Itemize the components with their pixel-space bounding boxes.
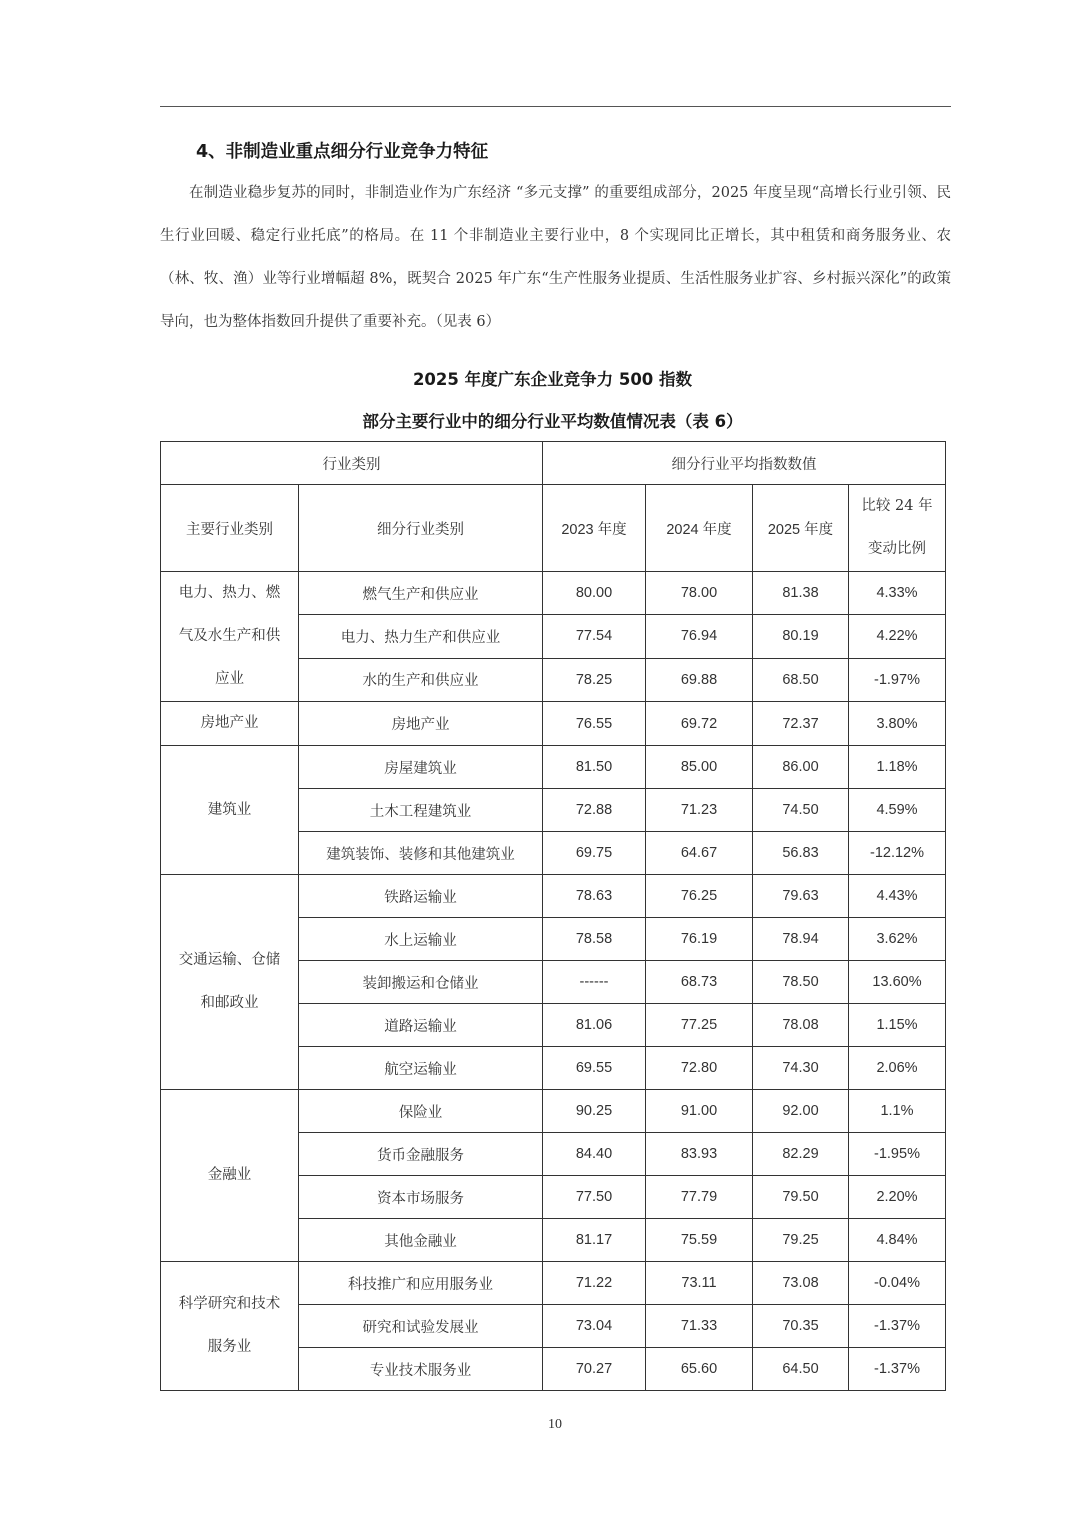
sub-industry-cell: 电力、热力生产和供应业 xyxy=(299,615,543,658)
value-2023-cell: 81.06 xyxy=(543,1004,646,1047)
value-2025-cell: 56.83 xyxy=(753,832,849,875)
sub-industry-cell: 土木工程建筑业 xyxy=(299,789,543,832)
table-row xyxy=(161,1262,946,1305)
value-2024-cell: 77.79 xyxy=(646,1176,753,1219)
sub-industry-cell: 装卸搬运和仓储业 xyxy=(299,961,543,1004)
header-rule xyxy=(160,106,951,107)
value-2024-cell: 69.88 xyxy=(646,658,753,701)
value-2023-cell: 84.40 xyxy=(543,1133,646,1176)
header-industry-category: 行业类别 xyxy=(161,442,543,485)
sub-industry-cell: 货币金融服务 xyxy=(299,1133,543,1176)
main-industry-cell: 科学研究和技术服务业 xyxy=(161,1262,299,1391)
change-cell: -0.04% xyxy=(849,1262,946,1305)
sub-industry-cell: 航空运输业 xyxy=(299,1047,543,1090)
value-2024-cell: 73.11 xyxy=(646,1262,753,1305)
table-row xyxy=(161,1090,946,1133)
value-2024-cell: 85.00 xyxy=(646,746,753,789)
value-2023-cell: 78.25 xyxy=(543,658,646,701)
value-2024-cell: 75.59 xyxy=(646,1219,753,1262)
sub-industry-cell: 科技推广和应用服务业 xyxy=(299,1262,543,1305)
sub-industry-cell: 道路运输业 xyxy=(299,1004,543,1047)
value-2025-cell: 72.37 xyxy=(753,702,849,746)
header-2024: 2024 年度 xyxy=(646,485,753,572)
sub-industry-cell: 水的生产和供应业 xyxy=(299,658,543,701)
change-cell: -12.12% xyxy=(849,832,946,875)
value-2024-cell: 64.67 xyxy=(646,832,753,875)
value-2024-cell: 69.72 xyxy=(646,702,753,746)
table-header-row-1 xyxy=(161,442,946,485)
value-2025-cell: 79.50 xyxy=(753,1176,849,1219)
main-industry-cell: 房地产业 xyxy=(161,702,299,746)
value-2023-cell: 80.00 xyxy=(543,572,646,615)
change-cell: 4.22% xyxy=(849,615,946,658)
value-2023-cell: 81.17 xyxy=(543,1219,646,1262)
value-2025-cell: 74.30 xyxy=(753,1047,849,1090)
change-cell: 3.62% xyxy=(849,918,946,961)
header-2025: 2025 年度 xyxy=(753,485,849,572)
sub-industry-cell: 水上运输业 xyxy=(299,918,543,961)
value-2025-cell: 64.50 xyxy=(753,1348,849,1391)
change-cell: 1.15% xyxy=(849,1004,946,1047)
header-change-line1: 比较 24 年 xyxy=(861,498,933,514)
value-2024-cell: 71.23 xyxy=(646,789,753,832)
change-cell: 4.43% xyxy=(849,875,946,918)
sub-industry-cell: 建筑装饰、装修和其他建筑业 xyxy=(299,832,543,875)
value-2024-cell: 72.80 xyxy=(646,1047,753,1090)
sub-industry-cell: 房屋建筑业 xyxy=(299,746,543,789)
value-2024-cell: 76.19 xyxy=(646,918,753,961)
sub-industry-cell: 专业技术服务业 xyxy=(299,1348,543,1391)
table-row xyxy=(161,702,946,746)
change-cell: 3.80% xyxy=(849,702,946,746)
value-2025-cell: 73.08 xyxy=(753,1262,849,1305)
value-2023-cell: 72.88 xyxy=(543,789,646,832)
page-number: 10 xyxy=(548,1417,562,1432)
change-cell: -1.97% xyxy=(849,658,946,701)
value-2025-cell: 78.50 xyxy=(753,961,849,1004)
value-2023-cell: 69.75 xyxy=(543,832,646,875)
value-2023-cell: 78.58 xyxy=(543,918,646,961)
value-2025-cell: 92.00 xyxy=(753,1090,849,1133)
main-industry-cell: 金融业 xyxy=(161,1090,299,1262)
sub-industry-cell: 保险业 xyxy=(299,1090,543,1133)
main-industry-cell: 交通运输、仓储和邮政业 xyxy=(161,875,299,1090)
main-industry-cell: 电力、热力、燃气及水生产和供应业 xyxy=(161,572,299,702)
value-2025-cell: 74.50 xyxy=(753,789,849,832)
value-2025-cell: 68.50 xyxy=(753,658,849,701)
table-header-row-2 xyxy=(161,485,946,572)
value-2024-cell: 71.33 xyxy=(646,1305,753,1348)
table-title-line1: 2025 年度广东企业竞争力 500 指数 xyxy=(412,370,693,389)
industry-index-table xyxy=(160,441,946,1391)
value-2024-cell: 65.60 xyxy=(646,1348,753,1391)
value-2025-cell: 80.19 xyxy=(753,615,849,658)
table-row xyxy=(161,875,946,918)
value-2024-cell: 91.00 xyxy=(646,1090,753,1133)
header-main-industry: 主要行业类别 xyxy=(161,485,299,572)
header-2023: 2023 年度 xyxy=(543,485,646,572)
value-2024-cell: 77.25 xyxy=(646,1004,753,1047)
value-2025-cell: 79.63 xyxy=(753,875,849,918)
main-industry-cell: 建筑业 xyxy=(161,746,299,875)
change-cell: 4.59% xyxy=(849,789,946,832)
value-2025-cell: 70.35 xyxy=(753,1305,849,1348)
value-2023-cell: 73.04 xyxy=(543,1305,646,1348)
sub-industry-cell: 其他金融业 xyxy=(299,1219,543,1262)
value-2025-cell: 78.08 xyxy=(753,1004,849,1047)
value-2025-cell: 79.25 xyxy=(753,1219,849,1262)
value-2024-cell: 78.00 xyxy=(646,572,753,615)
value-2023-cell: 69.55 xyxy=(543,1047,646,1090)
section-paragraph: 在制造业稳步复苏的同时，非制造业作为广东经济 “多元支撑” 的重要组成部分，2025 年度呈现“高增长行业引领、民生行业回暖、稳定行业托底”的格局。在 11 个非制造业主要行业中，8 个实现同比正增长，其中租赁和商务服务业、农（林、牧、渔）业等行业增幅超 8%，既契合 2025 年广东“生产性服务业提质、生活性服务业扩容、乡村振兴深化”的政策导向，也为整体指数回升提供了重要补充。（见表 6） xyxy=(160,185,951,330)
value-2023-cell: 76.55 xyxy=(543,702,646,746)
header-change-line2: 变动比例 xyxy=(868,541,926,557)
value-2024-cell: 76.94 xyxy=(646,615,753,658)
value-2023-cell: 77.54 xyxy=(543,615,646,658)
change-cell: -1.95% xyxy=(849,1133,946,1176)
value-2025-cell: 78.94 xyxy=(753,918,849,961)
sub-industry-cell: 资本市场服务 xyxy=(299,1176,543,1219)
value-2025-cell: 81.38 xyxy=(753,572,849,615)
table-row xyxy=(161,746,946,789)
value-2024-cell: 83.93 xyxy=(646,1133,753,1176)
table-title-line2: 部分主要行业中的细分行业平均数值情况表（表 6） xyxy=(362,412,743,431)
value-2023-cell: 90.25 xyxy=(543,1090,646,1133)
change-cell: 2.20% xyxy=(849,1176,946,1219)
value-2023-cell: 77.50 xyxy=(543,1176,646,1219)
value-2024-cell: 68.73 xyxy=(646,961,753,1004)
sub-industry-cell: 铁路运输业 xyxy=(299,875,543,918)
table-row xyxy=(161,572,946,615)
value-2023-cell: 78.63 xyxy=(543,875,646,918)
sub-industry-cell: 研究和试验发展业 xyxy=(299,1305,543,1348)
sub-industry-cell: 房地产业 xyxy=(299,702,543,746)
value-2025-cell: 86.00 xyxy=(753,746,849,789)
value-2023-cell: ------ xyxy=(543,961,646,1004)
change-cell: -1.37% xyxy=(849,1348,946,1391)
header-change xyxy=(849,485,946,572)
change-cell: 4.33% xyxy=(849,572,946,615)
change-cell: 1.18% xyxy=(849,746,946,789)
change-cell: 4.84% xyxy=(849,1219,946,1262)
value-2023-cell: 70.27 xyxy=(543,1348,646,1391)
header-avg-index-value: 细分行业平均指数数值 xyxy=(543,442,946,485)
change-cell: 2.06% xyxy=(849,1047,946,1090)
value-2025-cell: 82.29 xyxy=(753,1133,849,1176)
value-2023-cell: 81.50 xyxy=(543,746,646,789)
change-cell: -1.37% xyxy=(849,1305,946,1348)
value-2024-cell: 76.25 xyxy=(646,875,753,918)
value-2023-cell: 71.22 xyxy=(543,1262,646,1305)
change-cell: 13.60% xyxy=(849,961,946,1004)
sub-industry-cell: 燃气生产和供应业 xyxy=(299,572,543,615)
section-heading: 4、非制造业重点细分行业竞争力特征 xyxy=(196,142,489,162)
change-cell: 1.1% xyxy=(849,1090,946,1133)
header-sub-industry: 细分行业类别 xyxy=(299,485,543,572)
